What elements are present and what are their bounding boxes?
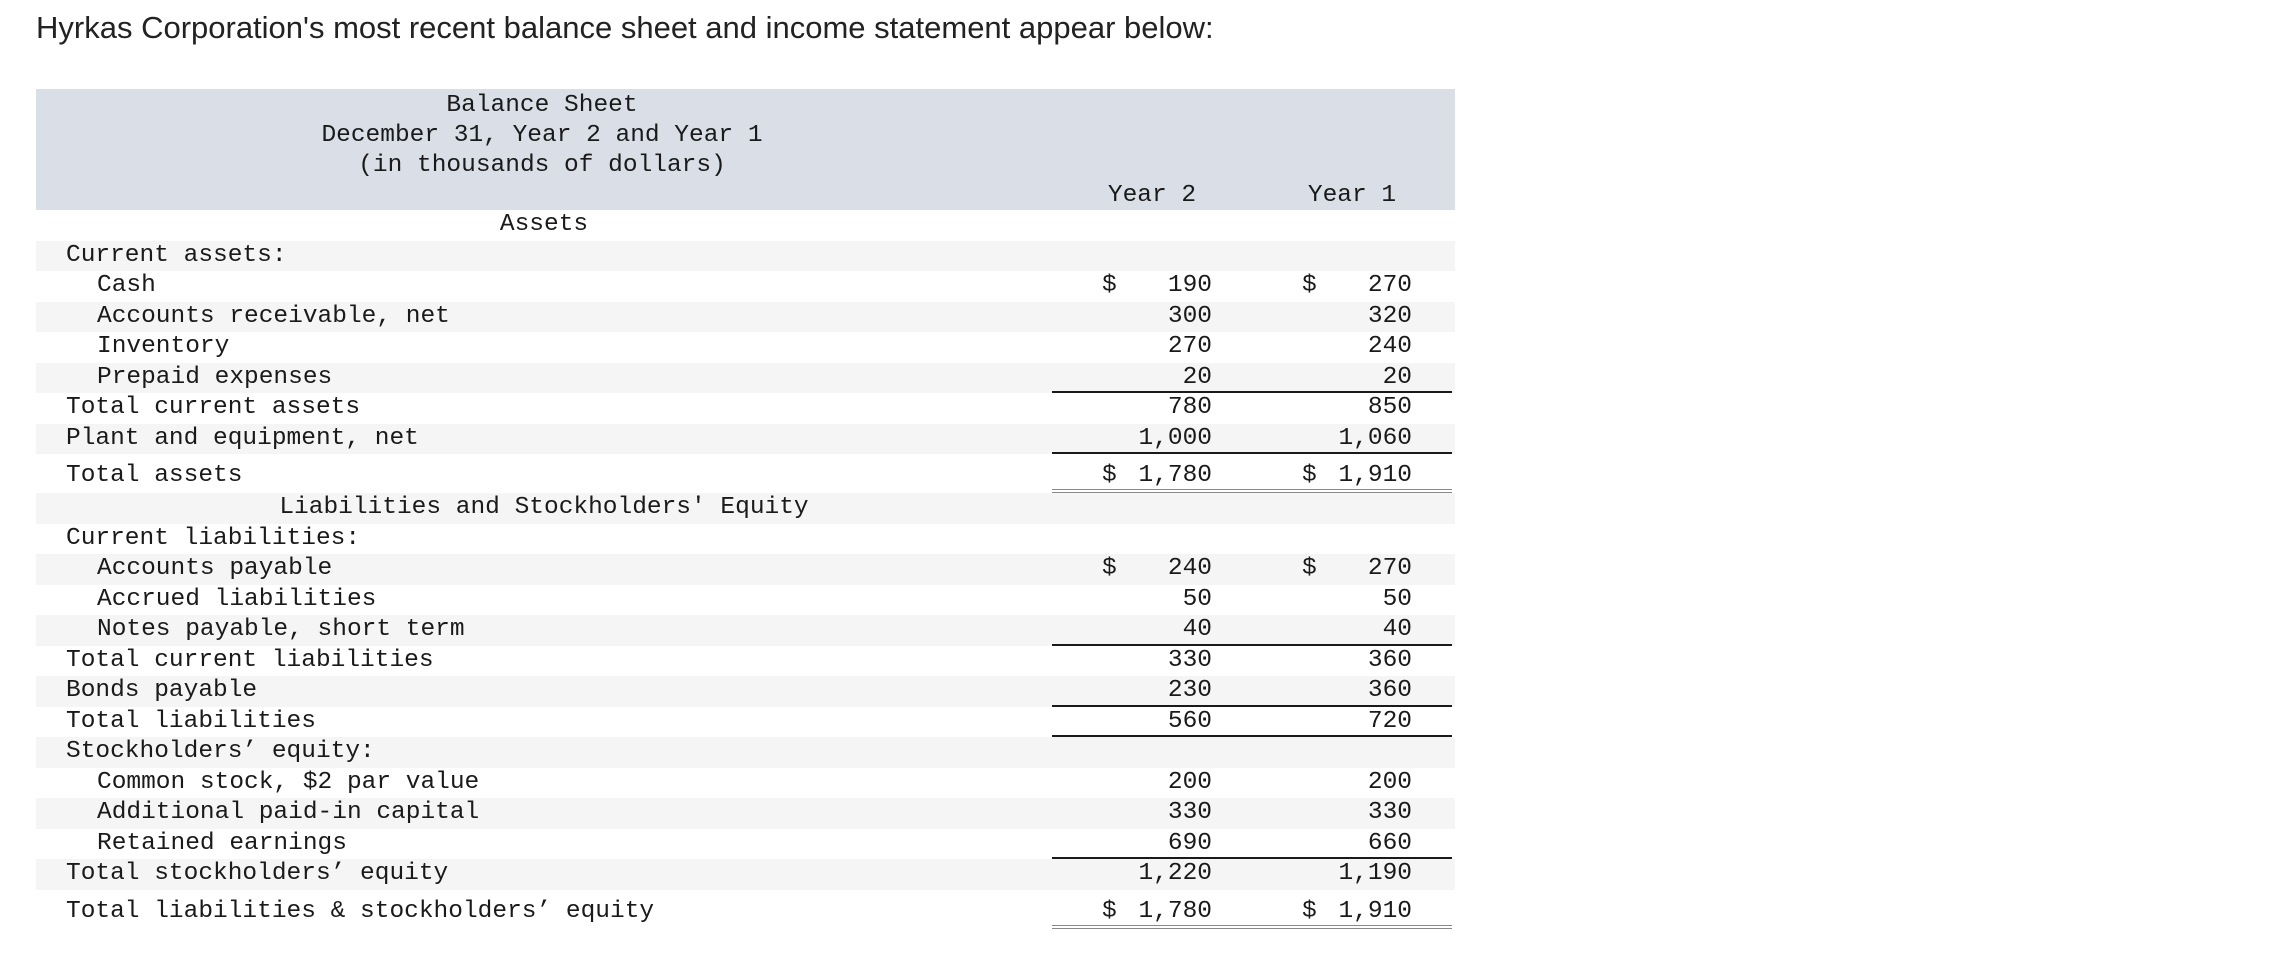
table-row — [36, 646, 1455, 677]
table-row — [36, 859, 1455, 890]
table-row — [36, 585, 1455, 616]
sheet-units: (in thousands of dollars) — [358, 152, 726, 179]
row-label: Stockholders’ equity: — [66, 738, 375, 765]
cell-year1 — [1252, 798, 1452, 829]
cell-value: 300 — [1167, 302, 1212, 330]
cell-value: 330 — [1167, 799, 1212, 826]
dollar-sign: $ — [1302, 897, 1317, 925]
table-row — [36, 798, 1455, 829]
cell-year1 — [1252, 615, 1452, 646]
cell-value: 660 — [1367, 829, 1412, 857]
table-row — [36, 332, 1455, 363]
cell-year1 — [1252, 302, 1452, 333]
cell-value: 230 — [1167, 677, 1212, 704]
cell-year2 — [1052, 890, 1252, 929]
cell-value: 1,220 — [1138, 860, 1212, 887]
table-header — [36, 89, 1455, 210]
cell-value: 190 — [1167, 272, 1212, 299]
row-label: Total stockholders’ equity — [66, 860, 449, 887]
cell-year2 — [1052, 615, 1252, 646]
cell-value: 20 — [1182, 363, 1212, 391]
cell-year1 — [1252, 829, 1452, 860]
column-header-year2: Year 2 — [1107, 182, 1197, 209]
table-row — [36, 676, 1455, 707]
table-row — [36, 424, 1455, 455]
row-label: Accounts payable — [97, 555, 333, 582]
cell-value: 560 — [1167, 707, 1212, 735]
cell-year2 — [1052, 676, 1252, 707]
row-label: Current liabilities: — [66, 524, 361, 552]
cell-year2 — [1052, 424, 1252, 455]
cell-value: 780 — [1167, 394, 1212, 421]
dollar-sign: $ — [1302, 272, 1317, 299]
sheet-date: December 31, Year 2 and Year 1 — [321, 122, 763, 149]
table-row — [36, 768, 1455, 799]
cell-year2 — [1052, 454, 1252, 493]
cell-value: 200 — [1167, 768, 1212, 796]
cell-value: 360 — [1367, 677, 1412, 704]
row-label: Retained earnings — [97, 829, 347, 857]
cell-year1 — [1252, 585, 1452, 616]
dollar-sign: $ — [1102, 272, 1117, 299]
row-label: Cash — [97, 272, 156, 299]
cell-value: 1,780 — [1138, 462, 1212, 489]
table-row — [36, 241, 1455, 272]
cell-value: 240 — [1167, 555, 1212, 582]
table-row — [36, 890, 1455, 929]
row-label: Current assets: — [66, 241, 287, 269]
table-row — [36, 493, 1455, 524]
cell-year2 — [1052, 363, 1252, 394]
cell-value: 50 — [1182, 585, 1212, 613]
row-label: Notes payable, short term — [97, 616, 465, 643]
cell-value: 1,060 — [1338, 424, 1412, 452]
dollar-sign: $ — [1302, 555, 1317, 582]
row-label: Prepaid expenses — [97, 363, 333, 391]
table-row — [36, 271, 1455, 302]
cell-value: 270 — [1167, 333, 1212, 360]
row-label: Liabilities and Stockholders' Equity — [279, 494, 809, 521]
cell-value: 270 — [1367, 555, 1412, 582]
cell-value: 240 — [1367, 333, 1412, 360]
cell-value: 20 — [1382, 363, 1412, 391]
table-body — [36, 210, 1455, 929]
row-label: Total assets — [66, 462, 243, 489]
column-header-year1: Year 1 — [1307, 182, 1397, 209]
cell-value: 270 — [1367, 272, 1412, 299]
row-label: Assets — [499, 211, 589, 238]
table-row — [36, 393, 1455, 424]
cell-value: 330 — [1167, 646, 1212, 674]
row-label: Accrued liabilities — [97, 585, 377, 613]
row-label: Common stock, $2 par value — [97, 768, 480, 796]
cell-value: 40 — [1382, 616, 1412, 643]
sheet-title: Balance Sheet — [446, 92, 638, 119]
cell-year1 — [1252, 363, 1452, 394]
cell-year1 — [1252, 707, 1452, 738]
cell-year2 — [1052, 393, 1252, 424]
cell-value: 40 — [1182, 616, 1212, 643]
cell-year1 — [1252, 859, 1452, 890]
cell-year2 — [1052, 859, 1252, 890]
cell-year1 — [1252, 554, 1452, 585]
cell-year2 — [1052, 829, 1252, 860]
table-row — [36, 454, 1455, 493]
dollar-sign: $ — [1102, 555, 1117, 582]
cell-year2 — [1052, 646, 1252, 677]
row-label: Total current assets — [66, 394, 361, 421]
row-label: Accounts receivable, net — [97, 302, 450, 330]
cell-year1 — [1252, 676, 1452, 707]
cell-year1 — [1252, 890, 1452, 929]
cell-year2 — [1052, 768, 1252, 799]
cell-value: 1,910 — [1338, 897, 1412, 925]
row-label: Plant and equipment, net — [66, 424, 419, 452]
cell-value: 850 — [1367, 394, 1412, 421]
cell-year2 — [1052, 332, 1252, 363]
cell-year2 — [1052, 302, 1252, 333]
cell-year1 — [1252, 424, 1452, 455]
cell-year2 — [1052, 271, 1252, 302]
row-label: Total liabilities & stockholders’ equity — [66, 897, 655, 925]
intro-text: Hyrkas Corporation's most recent balance sheet and income statement appear below: — [36, 10, 1214, 45]
dollar-sign: $ — [1102, 897, 1117, 925]
cell-value: 1,780 — [1138, 897, 1212, 925]
cell-value: 1,000 — [1138, 424, 1212, 452]
cell-year1 — [1252, 393, 1452, 424]
balance-sheet-table — [36, 89, 1455, 929]
cell-year2 — [1052, 798, 1252, 829]
table-row — [36, 363, 1455, 394]
cell-value: 360 — [1367, 646, 1412, 674]
row-label: Total liabilities — [66, 707, 316, 735]
cell-year1 — [1252, 271, 1452, 302]
cell-value: 320 — [1367, 302, 1412, 330]
cell-year1 — [1252, 646, 1452, 677]
table-row — [36, 737, 1455, 768]
table-row — [36, 210, 1455, 241]
dollar-sign: $ — [1102, 462, 1117, 489]
table-row — [36, 707, 1455, 738]
cell-year1 — [1252, 332, 1452, 363]
row-label: Inventory — [97, 333, 230, 360]
row-label: Bonds payable — [66, 677, 258, 704]
row-label: Additional paid-in capital — [97, 799, 480, 826]
cell-value: 50 — [1382, 585, 1412, 613]
cell-year2 — [1052, 554, 1252, 585]
table-row — [36, 615, 1455, 646]
cell-year2 — [1052, 707, 1252, 738]
cell-value: 1,190 — [1338, 860, 1412, 887]
cell-year2 — [1052, 585, 1252, 616]
cell-value: 330 — [1367, 799, 1412, 826]
dollar-sign: $ — [1302, 462, 1317, 489]
table-row — [36, 524, 1455, 555]
cell-value: 720 — [1367, 707, 1412, 735]
row-label: Total current liabilities — [66, 646, 434, 674]
cell-value: 200 — [1367, 768, 1412, 796]
cell-value: 1,910 — [1338, 462, 1412, 489]
cell-value: 690 — [1167, 829, 1212, 857]
cell-year1 — [1252, 768, 1452, 799]
table-row — [36, 554, 1455, 585]
cell-year1 — [1252, 454, 1452, 493]
table-row — [36, 302, 1455, 333]
table-row — [36, 829, 1455, 860]
